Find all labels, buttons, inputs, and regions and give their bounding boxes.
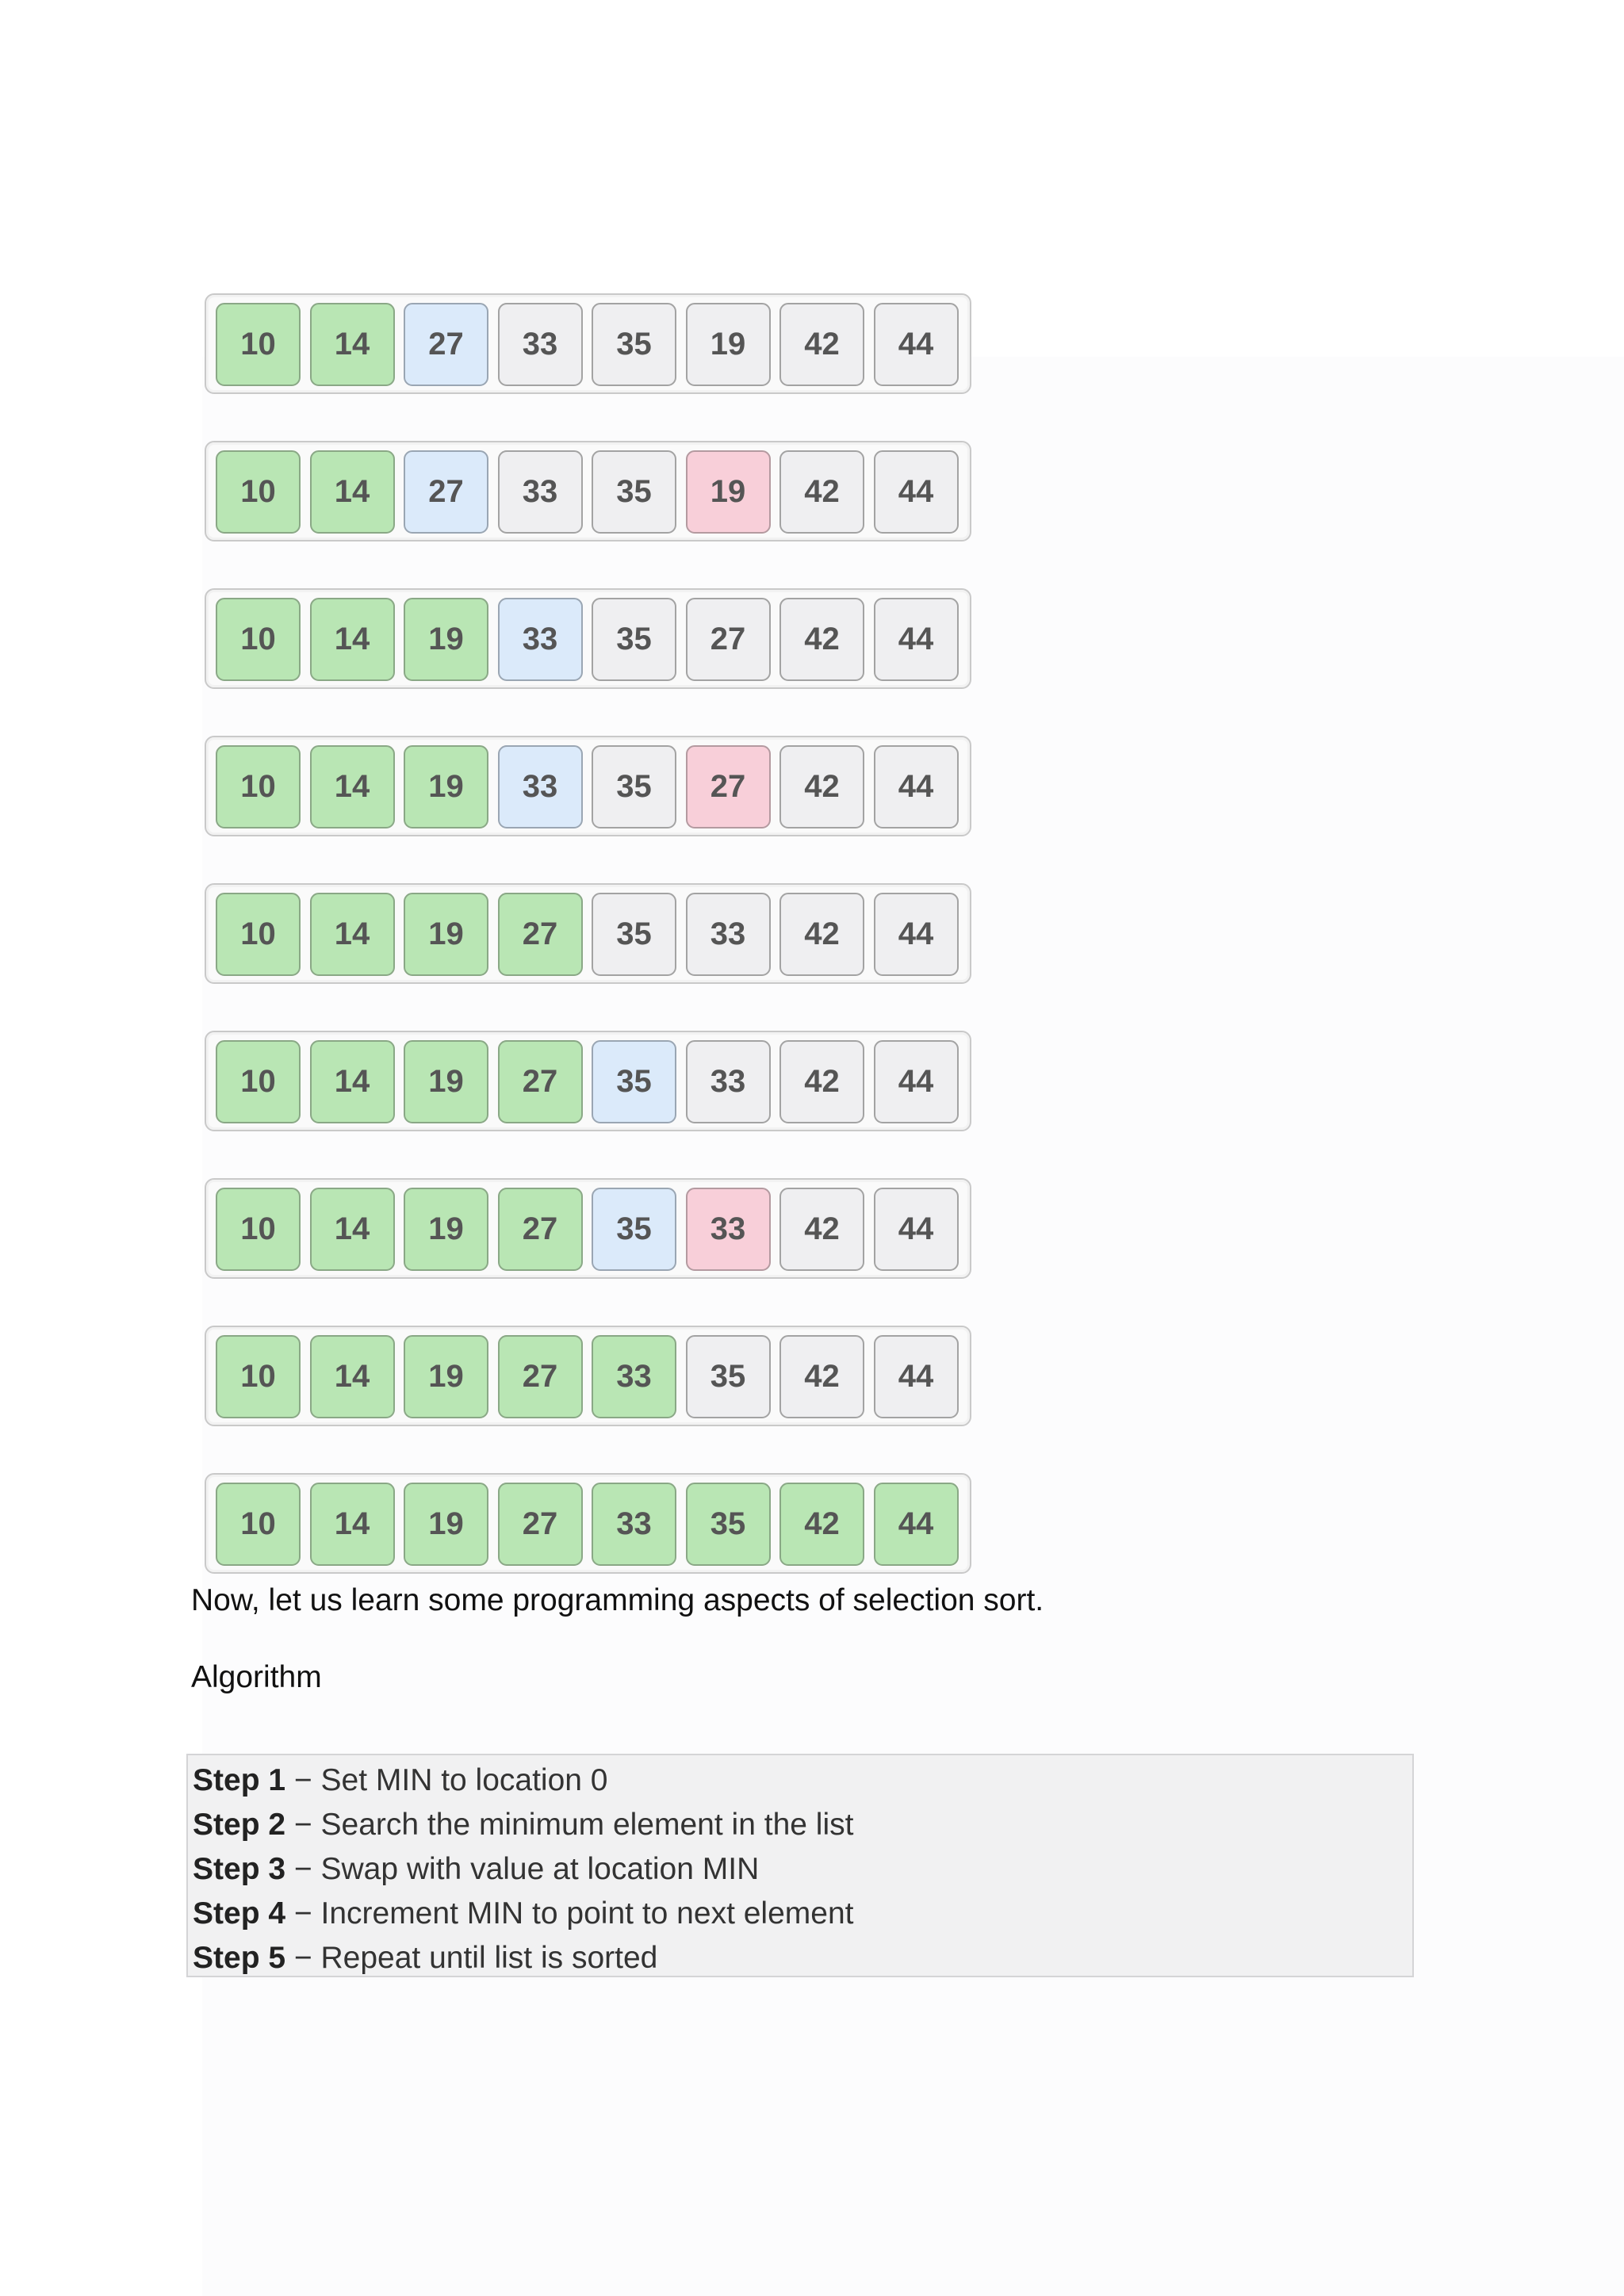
- array-state-row: [205, 1031, 971, 1131]
- selection-sort-illustration: [205, 293, 974, 1621]
- array-cell-unsorted: 44: [874, 893, 959, 976]
- array-cell-sorted: 14: [310, 893, 395, 976]
- array-state-row: [205, 1326, 971, 1426]
- array-cell-sorted: 14: [310, 1483, 395, 1566]
- array-cell-current: 35: [592, 1040, 676, 1123]
- step-text: − Search the minimum element in the list: [285, 1808, 854, 1842]
- array-cell-sorted: 19: [404, 893, 488, 976]
- array-cell-unsorted: 42: [779, 1040, 864, 1123]
- algorithm-steps-box: [186, 1754, 1414, 1977]
- array-cell-sorted: 19: [404, 1040, 488, 1123]
- step-text: − Repeat until list is sorted: [285, 1941, 658, 1975]
- array-cell-min: 19: [686, 450, 771, 534]
- array-cell-unsorted: 44: [874, 745, 959, 828]
- algorithm-step: [193, 1803, 1408, 1847]
- step-text: − Swap with value at location MIN: [285, 1852, 760, 1886]
- algorithm-step: [193, 1758, 1408, 1803]
- array-cell-sorted: 19: [404, 1335, 488, 1418]
- array-cell-sorted: 19: [404, 598, 488, 681]
- algorithm-heading: Algorithm: [191, 1660, 322, 1694]
- array-cell-sorted: 14: [310, 450, 395, 534]
- array-cell-sorted: 14: [310, 1188, 395, 1271]
- array-cell-current: 35: [592, 1188, 676, 1271]
- algorithm-step: [193, 1892, 1408, 1936]
- array-cell-sorted: 10: [216, 1335, 301, 1418]
- array-cell-current: 27: [404, 303, 488, 386]
- step-label: Step 5: [193, 1941, 286, 1975]
- array-cell-sorted: 14: [310, 1335, 395, 1418]
- algorithm-step: [193, 1847, 1408, 1892]
- array-cell-unsorted: 35: [592, 893, 676, 976]
- array-cell-unsorted: 35: [686, 1335, 771, 1418]
- array-cell-sorted: 33: [592, 1483, 676, 1566]
- array-cell-current: 33: [498, 745, 583, 828]
- array-cell-unsorted: 33: [498, 303, 583, 386]
- array-cell-min: 27: [686, 745, 771, 828]
- array-cell-sorted: 10: [216, 450, 301, 534]
- step-label: Step 4: [193, 1896, 286, 1931]
- step-label: Step 3: [193, 1852, 286, 1886]
- array-cell-sorted: 14: [310, 598, 395, 681]
- array-cell-unsorted: 42: [779, 450, 864, 534]
- array-cell-sorted: 42: [779, 1483, 864, 1566]
- array-cell-unsorted: 33: [686, 893, 771, 976]
- array-cell-unsorted: 19: [686, 303, 771, 386]
- array-state-row: [205, 588, 971, 689]
- array-cell-unsorted: 35: [592, 598, 676, 681]
- array-cell-sorted: 10: [216, 598, 301, 681]
- array-cell-sorted: 33: [592, 1335, 676, 1418]
- array-cell-sorted: 19: [404, 1188, 488, 1271]
- array-cell-unsorted: 27: [686, 598, 771, 681]
- array-cell-sorted: 14: [310, 745, 395, 828]
- array-cell-unsorted: 35: [592, 450, 676, 534]
- step-label: Step 2: [193, 1808, 286, 1842]
- array-cell-sorted: 10: [216, 745, 301, 828]
- array-state-row: [205, 883, 971, 984]
- algorithm-step: [193, 1936, 1408, 1980]
- array-cell-unsorted: 33: [686, 1040, 771, 1123]
- intro-paragraph: Now, let us learn some programming aspects of selection sort.: [191, 1583, 1044, 1617]
- array-cell-sorted: 10: [216, 1483, 301, 1566]
- array-cell-unsorted: 44: [874, 598, 959, 681]
- step-text: − Set MIN to location 0: [285, 1763, 608, 1797]
- array-cell-current: 33: [498, 598, 583, 681]
- array-cell-unsorted: 33: [498, 450, 583, 534]
- array-cell-sorted: 35: [686, 1483, 771, 1566]
- array-cell-sorted: 10: [216, 893, 301, 976]
- array-cell-sorted: 27: [498, 1483, 583, 1566]
- array-cell-unsorted: 42: [779, 598, 864, 681]
- array-cell-unsorted: 42: [779, 893, 864, 976]
- array-cell-sorted: 19: [404, 745, 488, 828]
- array-cell-sorted: 27: [498, 1040, 583, 1123]
- array-cell-sorted: 10: [216, 1188, 301, 1271]
- array-cell-min: 33: [686, 1188, 771, 1271]
- array-cell-unsorted: 44: [874, 450, 959, 534]
- array-cell-sorted: 27: [498, 1335, 583, 1418]
- array-cell-sorted: 44: [874, 1483, 959, 1566]
- array-state-row: [205, 1473, 971, 1574]
- step-label: Step 1: [193, 1763, 286, 1797]
- array-cell-sorted: 27: [498, 893, 583, 976]
- array-cell-sorted: 14: [310, 1040, 395, 1123]
- array-cell-unsorted: 35: [592, 745, 676, 828]
- array-state-row: [205, 1178, 971, 1279]
- array-cell-sorted: 10: [216, 1040, 301, 1123]
- array-cell-sorted: 10: [216, 303, 301, 386]
- array-cell-sorted: 27: [498, 1188, 583, 1271]
- array-cell-unsorted: 35: [592, 303, 676, 386]
- array-state-row: [205, 293, 971, 394]
- array-cell-unsorted: 44: [874, 1335, 959, 1418]
- array-cell-unsorted: 44: [874, 1040, 959, 1123]
- array-cell-unsorted: 44: [874, 303, 959, 386]
- array-cell-unsorted: 42: [779, 1188, 864, 1271]
- array-cell-unsorted: 44: [874, 1188, 959, 1271]
- array-state-row: [205, 736, 971, 836]
- array-cell-unsorted: 42: [779, 1335, 864, 1418]
- array-state-row: [205, 441, 971, 541]
- array-cell-sorted: 14: [310, 303, 395, 386]
- array-cell-unsorted: 42: [779, 745, 864, 828]
- array-cell-current: 27: [404, 450, 488, 534]
- array-cell-unsorted: 42: [779, 303, 864, 386]
- array-cell-sorted: 19: [404, 1483, 488, 1566]
- step-text: − Increment MIN to point to next element: [285, 1896, 854, 1931]
